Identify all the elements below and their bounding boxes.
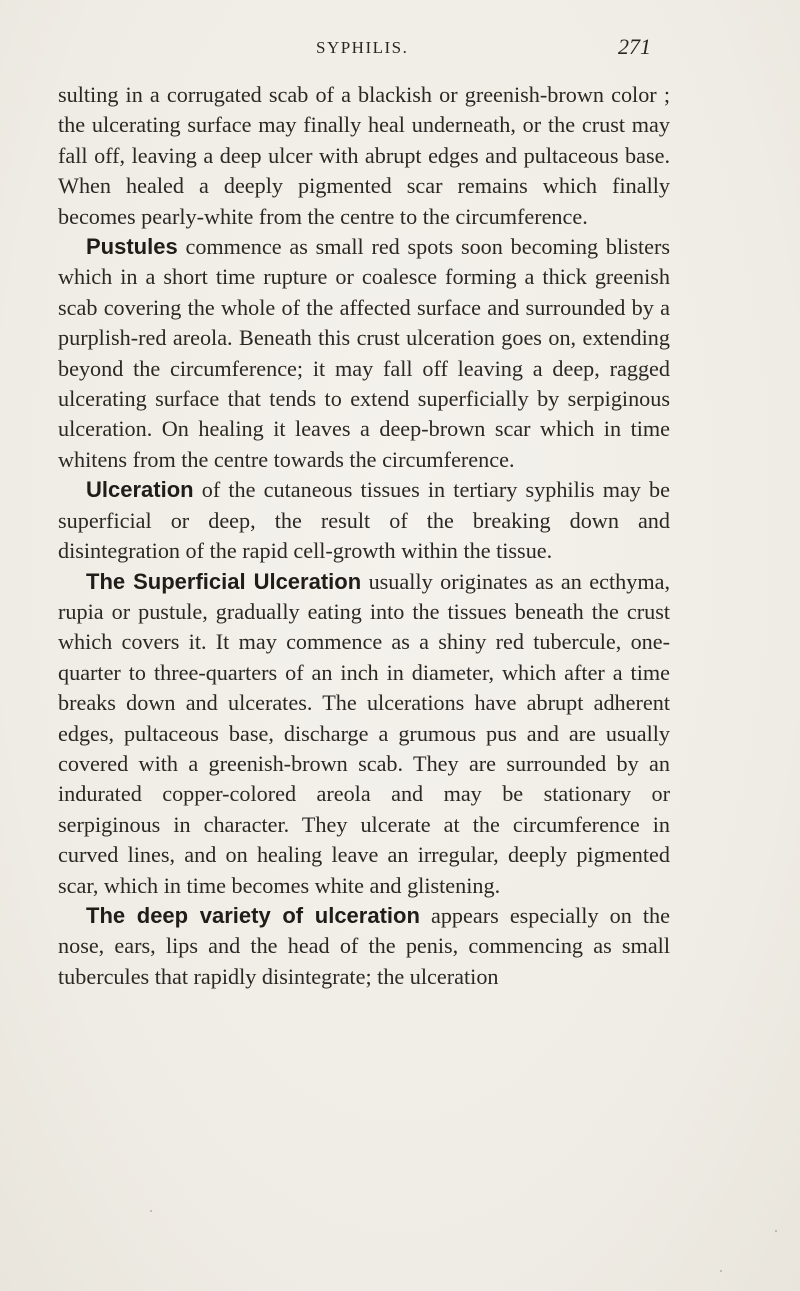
page-number: 271 bbox=[618, 34, 651, 59]
page-header bbox=[0, 34, 800, 64]
section-heading: The Superficial Ulceration bbox=[86, 568, 362, 594]
paper-speck bbox=[720, 1270, 722, 1272]
paper-speck bbox=[775, 1230, 777, 1232]
paragraph-text: appears especially on the nose, ears, lips and the head of the penis, commencing as small tubercules that rapidly disintegrate; the ulceration bbox=[58, 902, 670, 989]
section-heading: The deep variety of ulceration bbox=[86, 902, 420, 928]
paragraph-text: of the cutaneous tissues in tertiary syphilis may be superficial or deep, the result of the breaking down and disintegration of the rapid cell-growth within the tissue. bbox=[58, 477, 670, 564]
paragraph-text: usually originates as an ecthyma, rupia or pustule, gradually eating into the tissues beneath the crust which covers it. It may commence as a shiny red tubercule, one-quarter to three-quarters of an inch in diameter, which after a time breaks down and ulcerates. The ulcerations have abrupt adherent edges, pultaceous base, discharge a grumous pus and are usually covered with a greenish-brown scab. They are surrounded by an indurated copper-colored areola and may be stationary or serpiginous in character. They ulcerate at the circumference in curved lines, and on healing leave an irregular, deeply pigmented scar, which in time becomes white and glistening. bbox=[58, 568, 670, 898]
running-head: SYPHILIS. bbox=[316, 38, 409, 57]
paragraph-pustules bbox=[58, 232, 670, 475]
paragraph-text: commence as small red spots soon becoming blisters which in a short time rupture or coalesce forming a thick greenish scab covering the whole of the affected surface and surrounded by a purplish-red areola. Beneath this crust ulceration goes on, extending beyond the circumference; it may fall off leaving a deep, ragged ulcerating surface that tends to extend superficially by serpiginous ulceration. On healing it leaves a deep-brown scar which in time whitens from the centre towards the circumference. bbox=[58, 234, 670, 472]
section-heading: Ulceration bbox=[86, 477, 194, 503]
paragraph-superficial-ulceration bbox=[58, 567, 670, 901]
section-heading: Pustules bbox=[86, 234, 178, 260]
paragraph-continuation bbox=[58, 80, 670, 232]
paragraph-text: sulting in a corrugated scab of a blackish or greenish-brown color ; the ulcerating surface may finally heal underneath, or the crust may fall off, leaving a deep ulcer with abrupt edges and pultaceous base. When healed a deeply pigmented scar remains which finally becomes pearly-white from the centre to the circumference. bbox=[58, 82, 670, 229]
paper-speck bbox=[150, 1210, 152, 1212]
paragraph-deep-ulceration bbox=[58, 901, 670, 992]
paragraph-ulceration bbox=[58, 475, 670, 566]
body-text bbox=[58, 80, 670, 992]
